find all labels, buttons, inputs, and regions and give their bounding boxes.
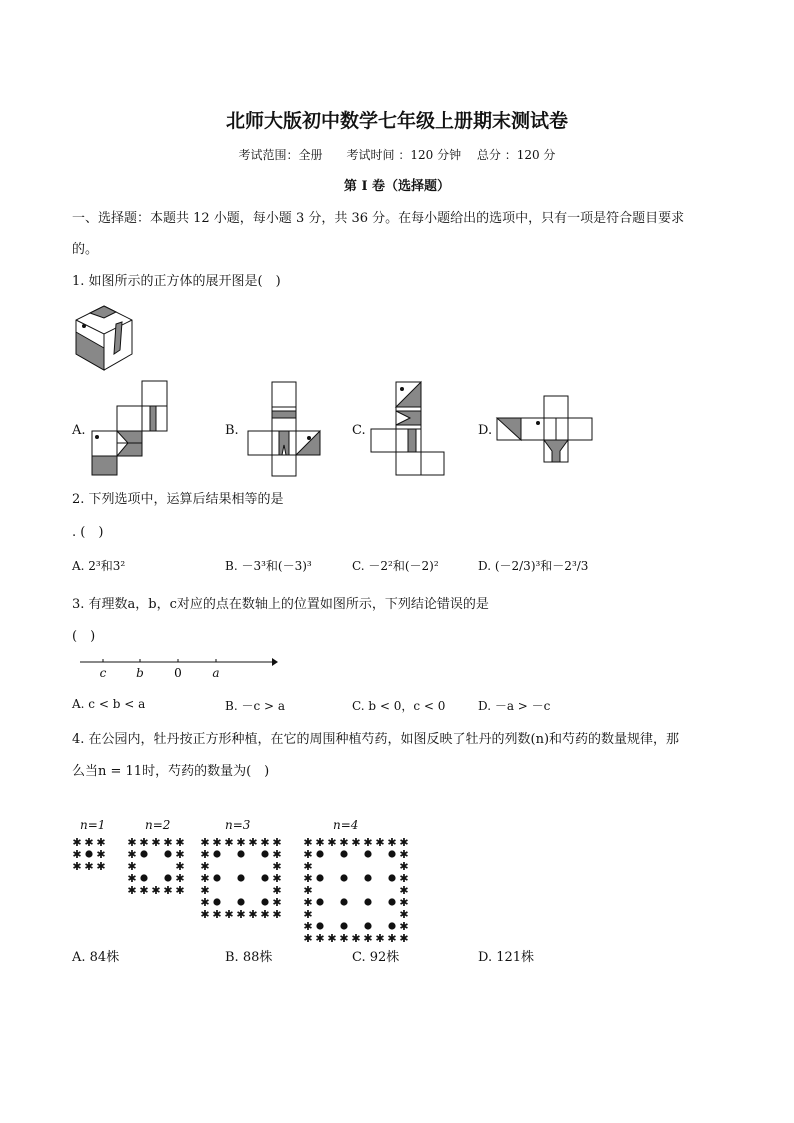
peony-dot: [364, 850, 371, 857]
star-marker: ✱: [248, 836, 258, 849]
star-marker: ✱: [272, 884, 282, 897]
peony-dot: [164, 850, 171, 857]
star-marker: ✱: [175, 872, 185, 885]
question-3-stem: 3. 有理数a，b，c对应的点在数轴上的位置如图所示，下列结论错误的是: [72, 597, 489, 612]
star-marker: ✱: [327, 836, 337, 849]
star-marker: ✱: [127, 872, 137, 885]
star-marker: ✱: [375, 932, 385, 945]
star-marker: ✱: [260, 836, 270, 849]
q4-option-c[interactable]: C. 92株: [352, 950, 400, 965]
star-marker: ✱: [399, 872, 409, 885]
star-marker: ✱: [363, 932, 373, 945]
peony-dot: [164, 874, 171, 881]
peony-dot: [316, 898, 323, 905]
star-marker: ✱: [200, 896, 210, 909]
peony-dot: [237, 850, 244, 857]
axis-label-c: c: [99, 666, 107, 680]
q4-option-a[interactable]: A. 84株: [72, 950, 120, 965]
exam-info: 考试范围：全册 考试时间 ：120 分钟 总分 ：120 分: [238, 148, 556, 162]
peony-dot: [140, 874, 147, 881]
peony-dot: [388, 898, 395, 905]
star-marker: ✱: [303, 884, 313, 897]
peony-dot: [237, 874, 244, 881]
star-marker: ✱: [151, 884, 161, 897]
star-marker: ✱: [303, 860, 313, 873]
star-marker: ✱: [303, 932, 313, 945]
axis-label-b: b: [136, 666, 144, 680]
star-marker: ✱: [272, 872, 282, 885]
pattern-n2: [127, 836, 187, 897]
star-marker: ✱: [200, 836, 210, 849]
peony-dot: [261, 874, 268, 881]
page-title: 北师大版初中数学七年级上册期末测试卷: [225, 110, 568, 132]
star-marker: ✱: [351, 836, 361, 849]
q2-option-b[interactable]: B. －3³和(－3)³: [225, 559, 312, 573]
q3-option-a[interactable]: A. c < b < a: [72, 697, 146, 711]
peony-dot: [388, 874, 395, 881]
star-marker: ✱: [200, 884, 210, 897]
star-marker: ✱: [224, 836, 234, 849]
q1-option-b[interactable]: B.: [225, 423, 239, 438]
star-marker: ✱: [175, 836, 185, 849]
pattern-label-2: n=2: [145, 818, 171, 832]
section-instructions: 一、选择题：本题共 12 小题，每小题 3 分，共 36 分。在每小题给出的选项中，只有一项是符合题目要求: [72, 211, 685, 226]
star-marker: ✱: [127, 836, 137, 849]
star-marker: ✱: [139, 884, 149, 897]
q3-option-d[interactable]: D. －a > －c: [478, 699, 551, 713]
star-marker: ✱: [315, 932, 325, 945]
star-marker: ✱: [175, 860, 185, 873]
peony-dot: [340, 898, 347, 905]
star-marker: ✱: [200, 860, 210, 873]
volume-heading: 第 I 卷（选择题）: [343, 179, 451, 194]
star-marker: ✱: [96, 860, 106, 873]
star-marker: ✱: [351, 932, 361, 945]
star-marker: ✱: [163, 836, 173, 849]
pattern-label-3: n=3: [225, 818, 251, 832]
peony-dot: [213, 898, 220, 905]
star-marker: ✱: [72, 860, 82, 873]
q4-option-b[interactable]: B. 88株: [225, 950, 273, 965]
star-marker: ✱: [272, 848, 282, 861]
axis-label-0: 0: [174, 666, 182, 680]
star-marker: ✱: [200, 872, 210, 885]
star-marker: ✱: [399, 860, 409, 873]
star-marker: ✱: [212, 836, 222, 849]
star-marker: ✱: [272, 860, 282, 873]
peony-dot: [364, 898, 371, 905]
star-marker: ✱: [399, 884, 409, 897]
peony-dot: [140, 850, 147, 857]
peony-dot: [316, 922, 323, 929]
star-marker: ✱: [387, 932, 397, 945]
pattern-n4: [303, 836, 411, 945]
star-marker: ✱: [72, 836, 82, 849]
peony-dot: [364, 874, 371, 881]
number-line: [78, 653, 280, 683]
star-marker: ✱: [248, 908, 258, 921]
peony-dot: [388, 850, 395, 857]
star-marker: ✱: [399, 908, 409, 921]
star-marker: ✱: [339, 836, 349, 849]
star-marker: ✱: [272, 836, 282, 849]
question-4-stem-cont: 么当n = 11时，芍药的数量为( ): [72, 764, 270, 779]
peony-dot: [340, 874, 347, 881]
pattern-label-4: n=4: [333, 818, 359, 832]
pattern-label-1: n=1: [80, 818, 106, 832]
star-marker: ✱: [96, 848, 106, 861]
q2-option-a[interactable]: A. 2³和3²: [72, 559, 126, 573]
q4-option-d[interactable]: D. 121株: [478, 950, 535, 965]
q1-option-c[interactable]: C.: [352, 423, 366, 438]
peony-dot: [316, 850, 323, 857]
star-marker: ✱: [315, 836, 325, 849]
star-marker: ✱: [363, 836, 373, 849]
star-marker: ✱: [127, 848, 137, 861]
star-marker: ✱: [84, 836, 94, 849]
q3-option-b[interactable]: B. －c > a: [225, 699, 286, 713]
section-instructions-cont: 的。: [72, 242, 99, 257]
star-marker: ✱: [84, 860, 94, 873]
star-marker: ✱: [303, 920, 313, 933]
star-marker: ✱: [303, 896, 313, 909]
star-marker: ✱: [96, 836, 106, 849]
star-marker: ✱: [151, 836, 161, 849]
star-marker: ✱: [399, 932, 409, 945]
question-1-stem: 1. 如图所示的正方体的展开图是( ): [72, 274, 281, 289]
star-marker: ✱: [224, 908, 234, 921]
peony-dot: [261, 898, 268, 905]
cube-figure: [72, 304, 136, 372]
pattern-n3: [200, 836, 284, 921]
star-marker: ✱: [399, 836, 409, 849]
star-marker: ✱: [200, 848, 210, 861]
pattern-n1: [72, 836, 112, 872]
star-marker: ✱: [236, 908, 246, 921]
star-marker: ✱: [175, 884, 185, 897]
star-marker: ✱: [272, 896, 282, 909]
question-3-paren: ( ): [72, 629, 96, 644]
peony-dot: [213, 850, 220, 857]
star-marker: ✱: [139, 836, 149, 849]
star-marker: ✱: [303, 836, 313, 849]
peony-dot: [388, 922, 395, 929]
axis-label-a: a: [212, 666, 220, 680]
star-marker: ✱: [399, 896, 409, 909]
q2-option-d[interactable]: D. (－2/3)³和－2³/3: [478, 559, 589, 573]
star-marker: ✱: [272, 908, 282, 921]
net-option-c: [370, 381, 450, 477]
q2-option-c[interactable]: C. －2²和(－2)²: [352, 559, 439, 573]
peony-dot: [237, 898, 244, 905]
star-marker: ✱: [260, 908, 270, 921]
net-option-d: [496, 395, 596, 465]
star-marker: ✱: [327, 932, 337, 945]
star-marker: ✱: [72, 848, 82, 861]
star-marker: ✱: [212, 908, 222, 921]
star-marker: ✱: [236, 836, 246, 849]
star-marker: ✱: [303, 908, 313, 921]
net-option-b: [246, 381, 326, 477]
q3-option-c[interactable]: C. b < 0，c < 0: [352, 699, 446, 713]
q1-option-d[interactable]: D.: [478, 423, 493, 438]
star-marker: ✱: [175, 848, 185, 861]
peony-dot: [316, 874, 323, 881]
peony-dot: [364, 922, 371, 929]
star-marker: ✱: [200, 908, 210, 921]
peony-dot: [213, 874, 220, 881]
question-2-stem: 2. 下列选项中，运算后结果相等的是: [72, 492, 284, 507]
star-marker: ✱: [303, 848, 313, 861]
q1-option-a[interactable]: A.: [72, 423, 86, 438]
star-marker: ✱: [127, 860, 137, 873]
net-option-a: [90, 380, 170, 476]
star-marker: ✱: [127, 884, 137, 897]
peony-dot: [340, 922, 347, 929]
peony-dot: [85, 850, 92, 857]
star-marker: ✱: [399, 848, 409, 861]
star-marker: ✱: [399, 920, 409, 933]
question-4-stem: 4. 在公园内，牡丹按正方形种植，在它的周围种植芍药，如图反映了牡丹的列数(n)和芍药的数量规律，那: [72, 732, 680, 747]
star-marker: ✱: [303, 872, 313, 885]
peony-dot: [340, 850, 347, 857]
star-marker: ✱: [387, 836, 397, 849]
star-marker: ✱: [339, 932, 349, 945]
peony-dot: [261, 850, 268, 857]
star-marker: ✱: [375, 836, 385, 849]
star-marker: ✱: [163, 884, 173, 897]
question-2-paren: . ( ): [72, 525, 104, 540]
